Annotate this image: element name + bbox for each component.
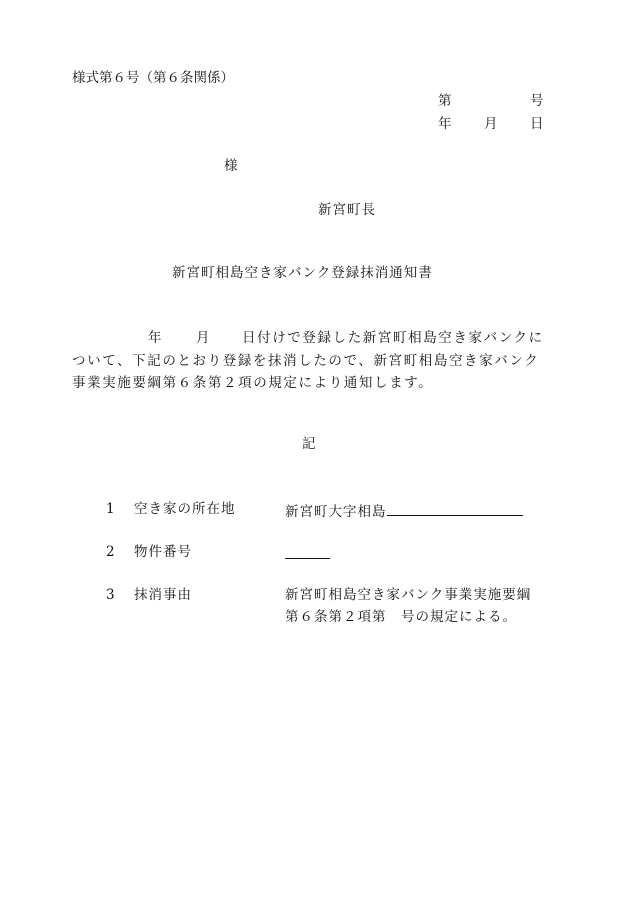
addressee-suffix: 様 — [224, 158, 238, 174]
doc-number-prefix: 第 — [438, 93, 452, 109]
date-day: 日 — [530, 116, 544, 132]
item-1-value — [285, 503, 523, 520]
body-month: 月 — [196, 330, 210, 346]
item-3-number: 3 — [106, 587, 115, 603]
issuer: 新宮町長 — [318, 202, 376, 218]
item-3-label: 抹消事由 — [134, 587, 192, 603]
document-title: 新宮町相島空き家バンク登録抹消通知書 — [172, 265, 433, 281]
body-line-1: 日付けで登録した新宮町相島空き家バンクに — [242, 330, 544, 346]
item-2-value — [285, 546, 330, 563]
doc-number-suffix: 号 — [530, 93, 544, 109]
body-line-2: ついて、下記のとおり登録を抹消したので、新宮町相島空き家バンク — [72, 353, 540, 369]
item-2-number: 2 — [106, 544, 115, 560]
body-line-3: 事業実施要綱第６条第２項の規定により通知します。 — [72, 375, 434, 391]
item-1-blank-line — [387, 503, 523, 516]
body-year: 年 — [148, 330, 162, 346]
item-2-blank-line — [285, 546, 330, 559]
item-3-value-line-1: 新宮町相島空き家バンク事業実施要綱 — [285, 587, 532, 603]
form-number: 様式第６号（第６条関係） — [72, 70, 234, 86]
date-month: 月 — [484, 116, 498, 132]
item-1-value-text: 新宮町大字相島 — [285, 504, 387, 520]
item-1-number: 1 — [106, 501, 115, 517]
ki-heading: 記 — [302, 436, 316, 452]
item-3-value-line-2: 第６条第２項第 号の規定による。 — [285, 609, 517, 625]
item-2-label: 物件番号 — [134, 544, 192, 560]
date-year: 年 — [438, 116, 452, 132]
item-1-label: 空き家の所在地 — [134, 501, 236, 517]
